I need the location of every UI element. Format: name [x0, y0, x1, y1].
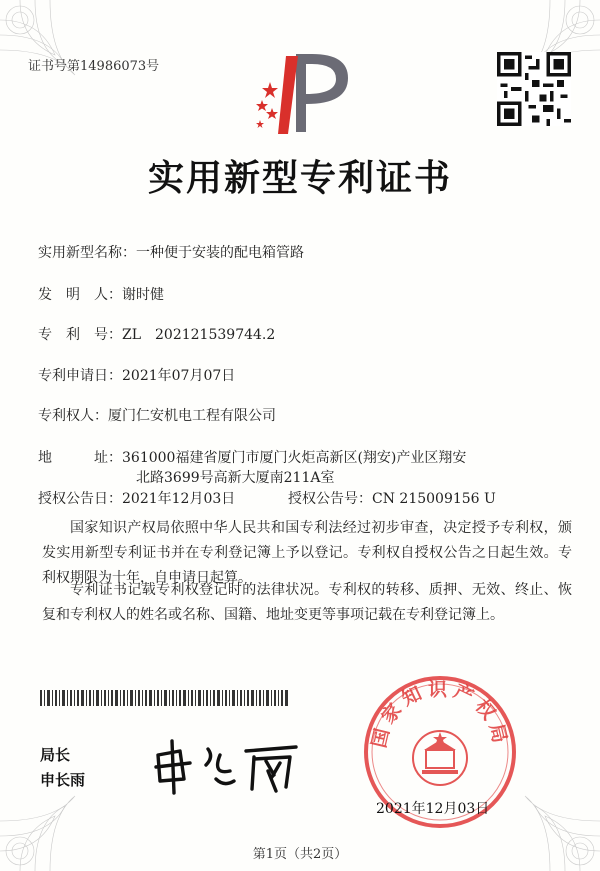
grant-number-value: CN 215009156 U: [372, 491, 496, 507]
address-label: 地 址：: [38, 450, 122, 466]
patentee-row: [38, 405, 276, 425]
certificate-paragraph-1: 国家知识产权局依照中华人民共和国专利法经过初步审查，决定授予专利权，颁发实用新型专利证书并在专利登记簿上予以登记。专利权自授权公告之日起生效。专利权期限为十年，自申请日起算。: [42, 520, 572, 586]
address-row: [38, 447, 466, 467]
patentee-value: 厦门仁安机电工程有限公司: [108, 408, 276, 424]
svg-text:国家知识产权局: 国家知识产权局: [368, 678, 512, 750]
grant-date-value: 2021年12月03日: [122, 491, 236, 507]
inventor-value: 谢时健: [122, 287, 164, 303]
patent-office-logo: [248, 42, 358, 142]
qr-code: [497, 52, 571, 126]
address-line-2: 北路3699号高新大厦南211A室: [136, 470, 335, 486]
seal-date: 2021年12月03日: [376, 801, 490, 817]
filing-date-label: 专利申请日：: [38, 368, 122, 384]
certificate-number: 证书号第14986073号: [28, 59, 160, 74]
certificate-title: 实用新型专利证书: [147, 157, 452, 199]
signatory-name: 申长雨: [40, 771, 86, 789]
patent-number-row: [38, 324, 275, 344]
patent-number-value: ZL 202121539744.2: [122, 327, 276, 343]
utility-model-name-label: 实用新型名称：: [38, 245, 136, 261]
utility-model-name-value: 一种便于安装的配电箱管路: [136, 245, 304, 261]
address-line-1: 361000福建省厦门市厦门火炬高新区(翔安)产业区翔安: [122, 450, 467, 466]
inventor-row: [38, 284, 164, 304]
inventor-label: 发 明 人：: [38, 287, 122, 303]
handwritten-signature: [150, 735, 305, 795]
page-indicator: 第1页（共2页）: [252, 847, 348, 862]
grant-number-label: 授权公告号：: [288, 491, 372, 507]
barcode: [40, 690, 290, 706]
utility-model-name-row: [38, 242, 304, 262]
filing-date-value: 2021年07月07日: [122, 368, 236, 384]
signatory-title: 局长: [40, 746, 71, 764]
patent-number-label: 专 利 号：: [38, 327, 122, 343]
grant-number-row: [288, 488, 496, 508]
certificate-paragraph-2: 专利证书记载专利权登记时的法律状况。专利权的转移、质押、无效、终止、恢复和专利权人的姓名或名称、国籍、地址变更等事项记载在专利登记簿上。: [42, 582, 572, 623]
grant-date-row: [38, 488, 235, 508]
patentee-label: 专利权人：: [38, 408, 108, 424]
grant-date-label: 授权公告日：: [38, 491, 122, 507]
filing-date-row: [38, 365, 235, 385]
